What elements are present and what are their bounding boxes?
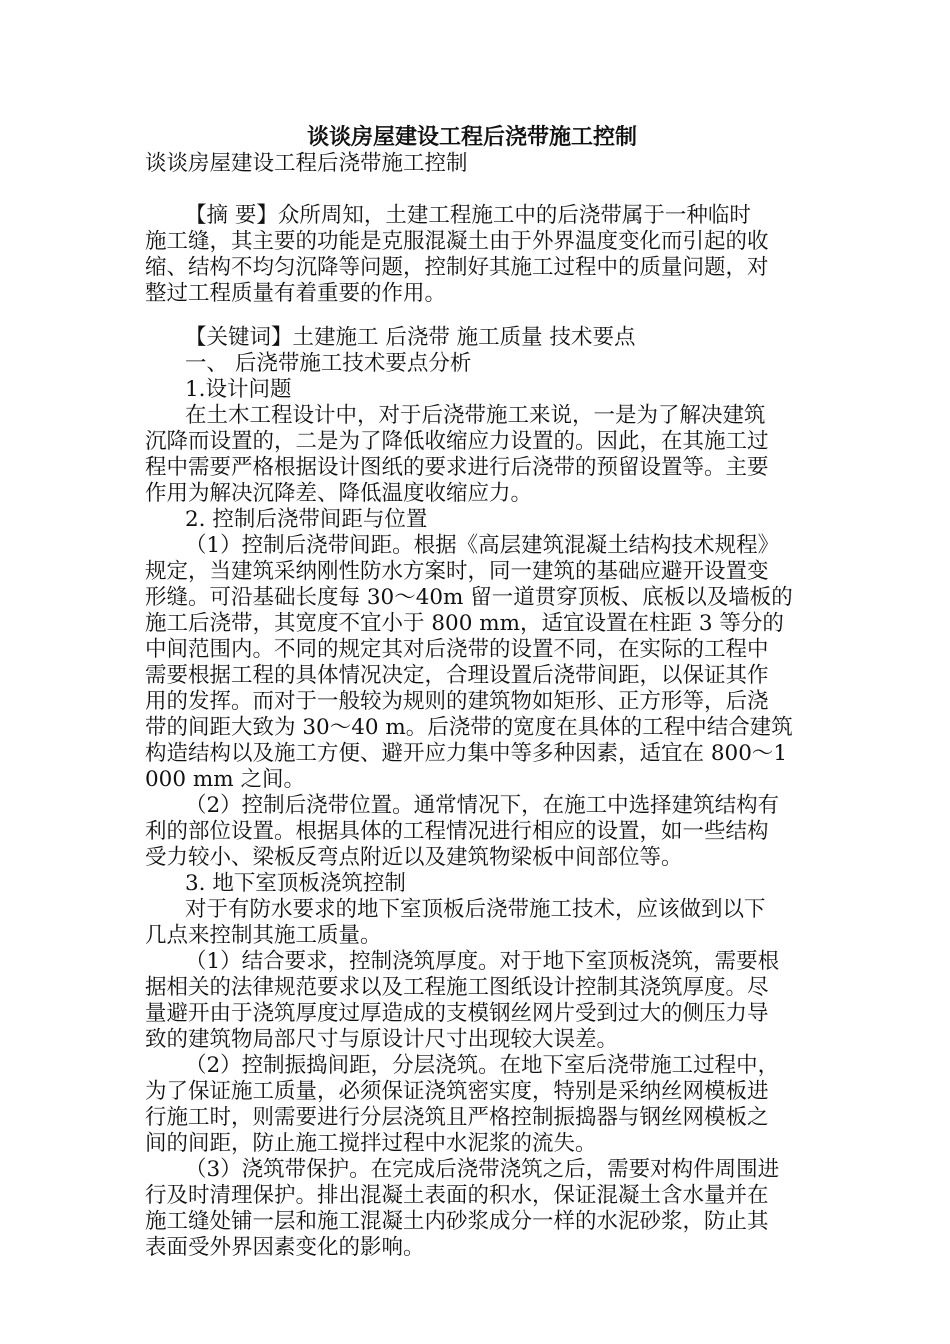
body-line: （3）浇筑带保护。在完成后浇带浇筑之后，需要对构件周围进 — [185, 1157, 780, 1182]
body-line: 利的部位设置。根据具体的工程情况进行相应的设置，如一些结构 — [145, 819, 769, 844]
subsection-heading: 3. 地下室顶板浇筑控制 — [185, 871, 406, 896]
body-line: 表面受外界因素变化的影响。 — [145, 1235, 425, 1260]
subsection-heading: 2. 控制后浇带间距与位置 — [185, 507, 428, 532]
abstract-line: 缩、结构不均匀沉降等问题，控制好其施工过程中的质量问题，对 — [145, 255, 769, 280]
body-line: （2）控制振捣间距，分层浇筑。在地下室后浇带施工过程中， — [185, 1053, 780, 1078]
subsection-heading: 1.设计问题 — [185, 377, 292, 402]
section-heading: 一、 后浇带施工技术要点分析 — [185, 351, 472, 376]
body-line: 形缝。可沿基础长度每 30～40m 留一道贯穿顶板、底板以及墙板的 — [145, 585, 793, 610]
body-line: 构造结构以及施工方便、避开应力集中等多种因素，适宜在 800～1 — [145, 741, 788, 766]
body-line: 为了保证施工质量，必须保证浇筑密实度，特别是采纳丝网模板进 — [145, 1079, 769, 1104]
body-line: 沉降而设置的，二是为了降低收缩应力设置的。因此，在其施工过 — [145, 429, 769, 454]
abstract-line: 整过工程质量有着重要的作用。 — [145, 281, 447, 306]
abstract-line: 【摘 要】众所周知，土建工程施工中的后浇带属于一种临时 — [185, 203, 751, 228]
body-line: 行及时清理保护。排出混凝土表面的积水，保证混凝土含水量并在 — [145, 1183, 769, 1208]
body-line: （2）控制后浇带位置。通常情况下，在施工中选择建筑结构有 — [185, 793, 780, 818]
document-subtitle: 谈谈房屋建设工程后浇带施工控制 — [145, 151, 468, 176]
body-line: 间的间距，防止施工搅拌过程中水泥浆的流失。 — [145, 1131, 597, 1156]
body-line: 中间范围内。不同的规定其对后浇带的设置不同，在实际的工程中 — [145, 637, 769, 662]
body-line: 施工缝处铺一层和施工混凝土内砂浆成分一样的水泥砂浆，防止其 — [145, 1209, 769, 1234]
body-line: 作用为解决沉降差、降低温度收缩应力。 — [145, 481, 533, 506]
body-line: 几点来控制其施工质量。 — [145, 923, 382, 948]
body-line: 施工后浇带，其宽度不宜小于 800 mm，适宜设置在柱距 3 等分的 — [145, 611, 784, 636]
abstract-line: 施工缝，其主要的功能是克服混凝土由于外界温度变化而引起的收 — [145, 229, 769, 254]
body-line: 受力较小、梁板反弯点附近以及建筑物梁板中间部位等。 — [145, 845, 683, 870]
body-line: 带的间距大致为 30～40 m。后浇带的宽度在具体的工程中结合建筑 — [145, 715, 793, 740]
body-line: 用的发挥。而对于一般较为规则的建筑物如矩形、正方形等，后浇 — [145, 689, 769, 714]
body-line: 程中需要严格根据设计图纸的要求进行后浇带的预留设置等。主要 — [145, 455, 769, 480]
document-title: 谈谈房屋建设工程后浇带施工控制 — [307, 124, 638, 150]
body-line: 在土木工程设计中，对于后浇带施工来说，一是为了解决建筑 — [185, 403, 766, 428]
keywords-line: 【关键词】土建施工 后浇带 施工质量 技术要点 — [185, 325, 636, 350]
body-line: 量避开由于浇筑厚度过厚造成的支模钢丝网片受到过大的侧压力导 — [145, 1001, 769, 1026]
body-line: 行施工时，则需要进行分层浇筑且严格控制振捣器与钢丝网模板之 — [145, 1105, 769, 1130]
body-line: 对于有防水要求的地下室顶板后浇带施工技术，应该做到以下 — [185, 897, 766, 922]
body-line: （1）控制后浇带间距。根据《高层建筑混凝土结构技术规程》 — [185, 533, 780, 558]
body-line: （1）结合要求，控制浇筑厚度。对于地下室顶板浇筑，需要根 — [185, 949, 780, 974]
body-line: 规定，当建筑采纳刚性防水方案时，同一建筑的基础应避开设置变 — [145, 559, 769, 584]
body-line: 000 mm 之间。 — [145, 767, 305, 792]
body-line: 据相关的法律规范要求以及工程施工图纸设计控制其浇筑厚度。尽 — [145, 975, 769, 1000]
body-line: 需要根据工程的具体情况决定，合理设置后浇带间距，以保证其作 — [145, 663, 769, 688]
body-line: 致的建筑物局部尺寸与原设计尺寸出现较大误差。 — [145, 1027, 619, 1052]
